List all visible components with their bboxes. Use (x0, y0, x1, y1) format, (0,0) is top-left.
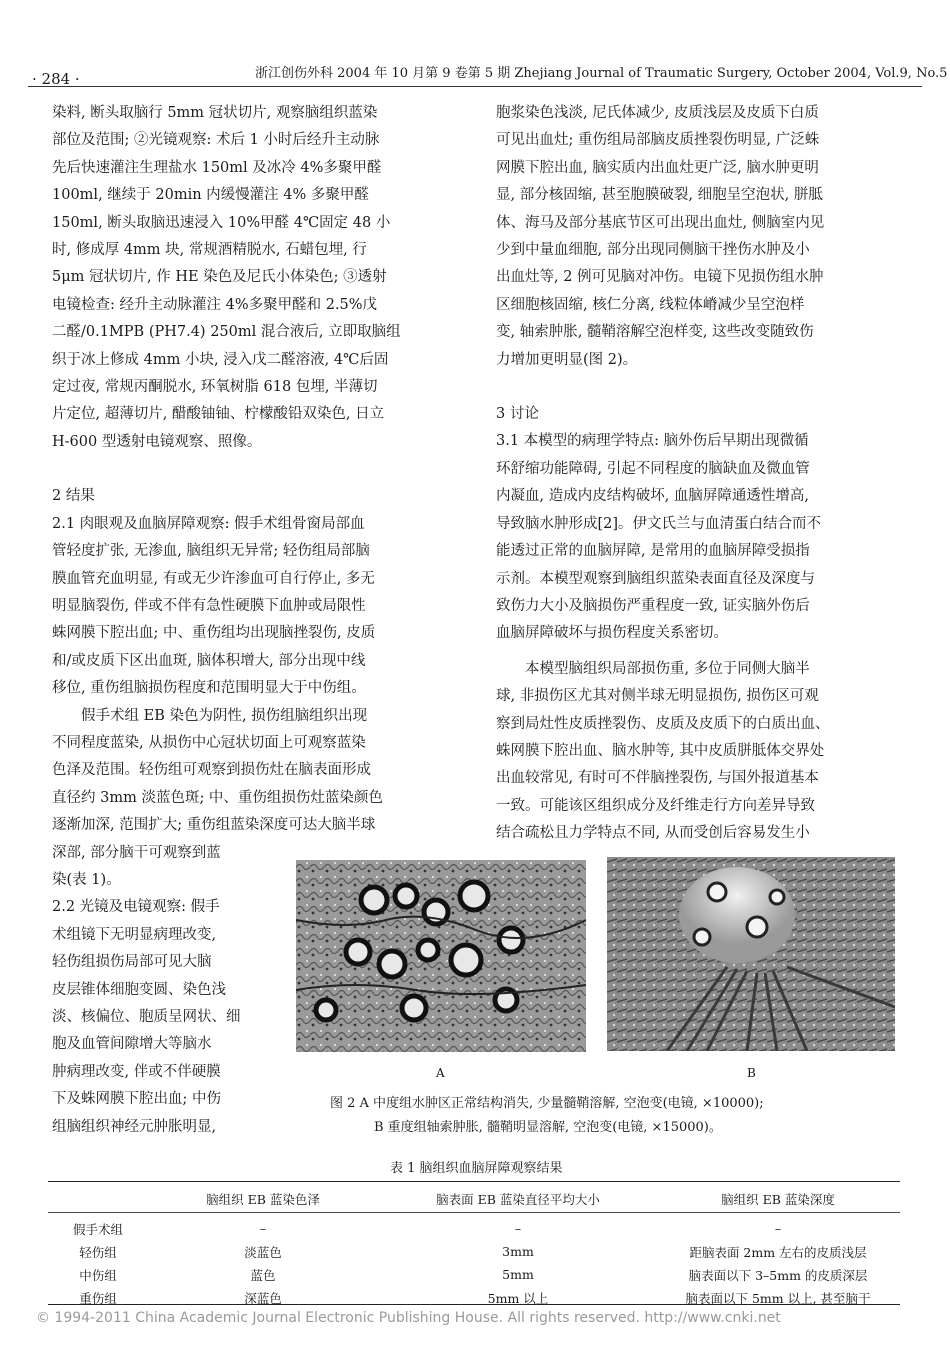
text-line: 定过夜, 常规丙酮脱水, 环氧树脂 618 包埋, 半薄切 (52, 379, 378, 396)
text-line: 和/或皮质下区出血斑, 脑体积增大, 部分出现中线 (52, 652, 366, 669)
text-line: 片定位, 超薄切片, 醋酸铀铀、柠檬酸铅双染色, 日立 (52, 406, 385, 423)
text-line: 染(表 1)。 (52, 871, 121, 888)
text-line: 体、海马及部分基底节区可出现出血灶, 侧脑室内见 (496, 214, 825, 231)
table-cell: 深蓝色 (244, 1290, 282, 1306)
text-line: 网膜下腔出血, 脑实质内出血灶更广泛, 脑水肿更明 (496, 159, 819, 176)
electron-micrograph-b (607, 857, 895, 1051)
table-cell: 3mm (502, 1244, 534, 1259)
figure-label-b: B (747, 1066, 756, 1080)
results-paragraph-2-1 (52, 511, 464, 703)
table-cell: 5mm 以上 (487, 1290, 549, 1306)
text-line: 胞浆染色浅淡, 尼氏体减少, 皮质浅层及皮质下白质 (496, 105, 819, 121)
text-line: 示剂。本模型观察到脑组织蓝染表面直径及深度与 (496, 570, 815, 587)
text-line: 胞及血管间隙增大等脑水 (52, 1036, 212, 1053)
column-header: 脑组织 EB 蓝染深度 (721, 1192, 835, 1207)
table-title: 表 1 脑组织血脑屏障观察结果 (390, 1161, 563, 1176)
text-line: 5μm 冠状切片, 作 HE 染色及尼氏小体染色; ③透射 (52, 269, 387, 286)
text-line: 可见出血灶; 重伤组局部脑皮质挫裂伤明显, 广泛蛛 (496, 132, 820, 149)
text-line: 力增加更明显(图 2)。 (496, 351, 638, 368)
text-line: 察到局灶性皮质挫裂伤、皮质及皮质下的白质出血、 (496, 715, 830, 732)
text-line: 本模型脑组织局部损伤重, 多位于同侧大脑半 (525, 660, 810, 677)
text-line: 出血较常见, 有时可不伴脑挫裂伤, 与国外报道基本 (496, 770, 819, 787)
text-line: 下及蛛网膜下腔出血; 中伤 (52, 1091, 221, 1108)
text-line: 肿病理改变, 伴或不伴硬膜 (52, 1063, 221, 1080)
journal-running-header: 浙江创伤外科 2004 年 10 月第 9 卷第 5 期 Zhejiang Journal of Traumatic Surgery, October 2004, Vol.9, No.5 (255, 66, 948, 81)
text-line: 结合疏松且力学特点不同, 从而受创后容易发生小 (496, 825, 810, 842)
text-line: 皮层锥体细胞变圆、染色浅 (52, 981, 226, 998)
table-cell: – (514, 1221, 522, 1236)
section-heading-results: 2 结果 (52, 488, 95, 505)
text-line: 球, 非损伤区尤其对侧半球无明显损伤, 损伤区可观 (496, 688, 819, 705)
text-line: 少到中量血细胞, 部分出现同侧脑干挫伤水肿及小 (496, 242, 810, 259)
text-line: 织于冰上修成 4mm 小块, 浸入戊二醛溶液, 4℃后固 (52, 351, 389, 368)
table-cell: – (774, 1221, 782, 1236)
text-line: 2.2 光镜及电镜观察: 假手 (52, 899, 220, 916)
text-line: 内凝血, 造成内皮结构破坏, 血脑屏障通透性增高, (496, 488, 810, 505)
table-cell: 淡蓝色 (244, 1244, 282, 1260)
caption-line: 图 2 A 中度组水肿区正常结构消失, 少量髓鞘溶解, 空泡变(电镜, ×10000); (330, 1096, 764, 1111)
table-row (48, 1286, 898, 1309)
table-cell: 5mm (502, 1267, 534, 1282)
text-line: 显, 部分核固缩, 甚至胞膜破裂, 细胞呈空泡状, 胼胝 (496, 187, 823, 204)
table-row (48, 1217, 898, 1240)
text-line: 管轻度扩张, 无渗血, 脑组织无异常; 轻伤组局部脑 (52, 543, 370, 560)
text-line: 色泽及范围。轻伤组可观察到损伤灶在脑表面形成 (52, 762, 371, 779)
text-line: 时, 修成厚 4mm 块, 常规酒精脱水, 石蜡包埋, 行 (52, 242, 367, 259)
column-header: 脑组织 EB 蓝染色泽 (206, 1192, 320, 1207)
text-line: 变, 轴索肿胀, 髓鞘溶解空泡样变, 这些改变随致伤 (496, 324, 814, 341)
text-line: 150ml, 断头取脑迅速浸入 10%甲醛 4℃固定 48 小 (52, 214, 391, 231)
discussion-paragraph-2 (496, 656, 900, 848)
text-line: 能透过正常的血脑屏障, 是常用的血脑屏障受损指 (496, 543, 810, 560)
table-cell: 蓝色 (250, 1267, 276, 1283)
text-line: 出血灶等, 2 例可见脑对冲伤。电镜下见损伤组水肿 (496, 269, 824, 286)
table-cell: 脑表面以下 3–5mm 的皮质深层 (688, 1267, 868, 1283)
text-line: 染料, 断头取脑行 5mm 冠状切片, 观察脑组织蓝染 (52, 105, 378, 121)
figure-caption (330, 1092, 910, 1140)
table-cell: 中伤组 (79, 1267, 117, 1283)
text-line: 术组镜下无明显病理改变, (52, 926, 217, 943)
table-row (48, 1240, 898, 1263)
discussion-paragraph-3-1 (496, 428, 900, 647)
text-line: 逐渐加深, 范围扩大; 重伤组蓝染深度可达大脑半球 (52, 817, 376, 834)
text-line: 蛛网膜下腔出血、脑水肿等, 其中皮质胼胝体交界处 (496, 742, 825, 759)
results-paragraph-continued (496, 100, 900, 374)
table-cell: 假手术组 (72, 1221, 123, 1237)
caption-line: B 重度组轴索肿胀, 髓鞘明显溶解, 空泡变(电镜, ×15000)。 (374, 1120, 722, 1135)
electron-micrograph-a (296, 860, 586, 1052)
text-line: 轻伤组损伤局部可见大脑 (52, 954, 212, 971)
text-line: 区细胞核固缩, 核仁分离, 线粒体嵴减少呈空泡样 (496, 296, 805, 313)
text-line: 部位及范围; ②光镜观察: 术后 1 小时后经升主动脉 (52, 132, 380, 149)
text-line: H-600 型透射电镜观察、照像。 (52, 433, 262, 450)
text-line: 假手术组 EB 染色为阴性, 损伤组脑组织出现 (81, 707, 368, 724)
copyright-footer: © 1994-2011 China Academic Journal Electronic Publishing House. All rights reserved. http://www.cnki.net (36, 1310, 781, 1326)
text-line: 膜血管充血明显, 有或无少许渗血可自行停止, 多无 (52, 570, 375, 587)
text-line: 深部, 部分脑干可观察到蓝 (52, 844, 221, 861)
text-line: 3.1 本模型的病理学特点: 脑外伤后早期出现微循 (496, 433, 809, 450)
column-header (48, 1181, 148, 1217)
table-cell: 轻伤组 (79, 1244, 117, 1260)
text-line: 二醛/0.1MPB (PH7.4) 250ml 混合液后, 立即取脑组 (52, 324, 401, 341)
text-line: 一致。可能该区组织成分及纤维走行方向差异导致 (496, 797, 815, 814)
text-line: 2.1 肉眼观及血脑屏障观察: 假手术组骨窗局部血 (52, 515, 365, 532)
text-line: 血脑屏障破坏与损伤程度关系密切。 (496, 625, 728, 642)
header-rule (28, 86, 922, 87)
text-line: 先后快速灌注生理盐水 150ml 及冰冷 4%多聚甲醛 (52, 159, 382, 176)
text-line: 导致脑水肿形成[2]。伊文氏兰与血清蛋白结合而不 (496, 515, 822, 532)
text-line: 致伤力大小及脑损伤严重程度一致, 证实脑外伤后 (496, 597, 810, 614)
table-cell: 脑表面以下 5mm 以上, 甚至脑干 (685, 1290, 871, 1306)
text-line: 100ml, 继续于 20min 内缓慢灌注 4% 多聚甲醛 (52, 187, 369, 204)
text-line: 不同程度蓝染, 从损伤中心冠状切面上可观察蓝染 (52, 734, 366, 751)
text-line: 移位, 重伤组脑损伤程度和范围明显大于中伤组。 (52, 680, 366, 697)
text-line: 直径约 3mm 淡蓝色斑; 中、重伤组损伤灶蓝染颜色 (52, 789, 383, 806)
table-cell: 距脑表面 2mm 左右的皮质浅层 (689, 1244, 867, 1260)
text-line: 组脑组织神经元肿胀明显, (52, 1118, 217, 1135)
table-header-row (48, 1181, 898, 1217)
table-row (48, 1263, 898, 1286)
text-line: 环舒缩功能障碍, 引起不同程度的脑缺血及微血管 (496, 460, 810, 477)
column-header: 脑表面 EB 蓝染直径平均大小 (436, 1192, 600, 1207)
table-cell: 重伤组 (79, 1290, 117, 1306)
methods-paragraph (52, 100, 464, 456)
text-line: 电镜检查: 经升主动脉灌注 4%多聚甲醛和 2.5%戊 (52, 296, 378, 313)
section-heading-discussion: 3 讨论 (496, 406, 539, 423)
text-line: 蛛网膜下腔出血; 中、重伤组均出现脑挫裂伤, 皮质 (52, 625, 376, 642)
right-column (496, 100, 900, 848)
text-line: 淡、核偏位、胞质呈网状、细 (52, 1009, 241, 1025)
page-number: · 284 · (32, 70, 80, 88)
figure-label-a: A (436, 1066, 445, 1080)
table-cell: – (259, 1221, 267, 1236)
text-line: 明显脑裂伤, 伴或不伴有急性硬膜下血肿或局限性 (52, 597, 366, 614)
results-table (48, 1181, 898, 1309)
